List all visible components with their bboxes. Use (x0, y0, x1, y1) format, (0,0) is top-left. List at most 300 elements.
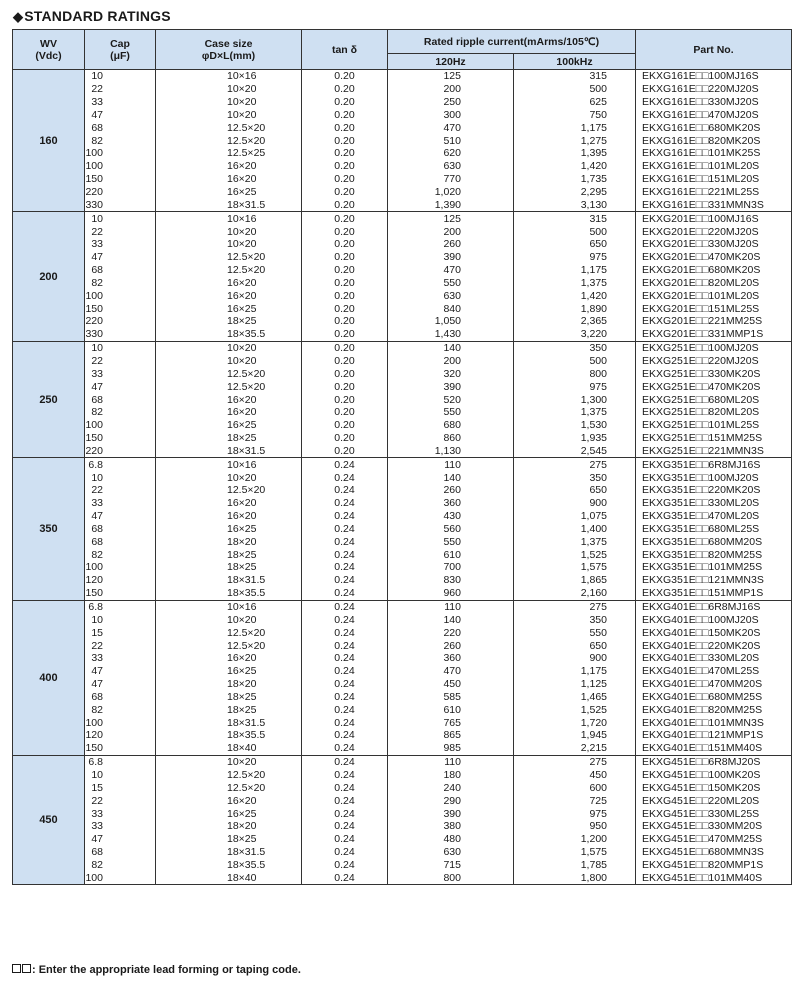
case-size-cell: 18×40 (156, 742, 302, 755)
cap-cell: 33 (85, 497, 156, 510)
cap-cell: 33 (85, 367, 156, 380)
table-row (13, 302, 792, 315)
part-number-cell: EKXG201E□□151ML25S (636, 302, 792, 315)
case-size-cell: 10×20 (156, 238, 302, 251)
tan-delta-cell: 0.24 (302, 755, 388, 768)
case-size-cell: 18×31.5 (156, 444, 302, 457)
ripple-120hz-cell: 320 (388, 367, 514, 380)
ripple-100khz-cell: 800 (514, 367, 636, 380)
part-number-cell: EKXG401E□□121MMP1S (636, 729, 792, 742)
table-row (13, 574, 792, 587)
table-row (13, 523, 792, 536)
table-row (13, 716, 792, 729)
ripple-100khz-cell: 2,160 (514, 587, 636, 600)
table-row (13, 109, 792, 122)
table-row (13, 833, 792, 846)
wv-group-cell: 200 (13, 212, 85, 341)
ripple-120hz-cell: 520 (388, 393, 514, 406)
case-size-cell: 16×20 (156, 406, 302, 419)
case-size-cell: 18×35.5 (156, 328, 302, 341)
ripple-100khz-cell: 1,525 (514, 548, 636, 561)
tan-delta-cell: 0.20 (302, 147, 388, 160)
ripple-120hz-cell: 550 (388, 535, 514, 548)
tan-delta-cell: 0.20 (302, 173, 388, 186)
footnote-text: : Enter the appropriate lead forming or taping code. (32, 964, 301, 976)
table-row (13, 639, 792, 652)
ripple-120hz-cell: 610 (388, 703, 514, 716)
part-number-cell: EKXG401E□□820MM25S (636, 703, 792, 716)
ripple-100khz-cell: 350 (514, 471, 636, 484)
case-size-cell: 10×20 (156, 355, 302, 368)
tan-delta-cell: 0.24 (302, 535, 388, 548)
part-number-cell: EKXG451E□□680MMN3S (636, 846, 792, 859)
ripple-120hz-cell: 260 (388, 238, 514, 251)
part-number-cell: EKXG251E□□221MMN3S (636, 444, 792, 457)
ripple-100khz-cell: 315 (514, 70, 636, 83)
ripple-120hz-cell: 860 (388, 432, 514, 445)
ripple-100khz-cell: 1,735 (514, 173, 636, 186)
ripple-100khz-cell: 1,890 (514, 302, 636, 315)
ripple-100khz-cell: 1,575 (514, 846, 636, 859)
table-row (13, 510, 792, 523)
part-number-cell: EKXG351E□□680ML25S (636, 523, 792, 536)
ripple-100khz-cell: 650 (514, 484, 636, 497)
ripple-120hz-cell: 430 (388, 510, 514, 523)
case-size-cell: 18×25 (156, 315, 302, 328)
ripple-100khz-cell: 1,420 (514, 289, 636, 302)
ripple-100khz-cell: 650 (514, 238, 636, 251)
wv-group-cell: 250 (13, 341, 85, 458)
table-row (13, 871, 792, 884)
part-number-cell: EKXG161E□□101ML20S (636, 160, 792, 173)
tan-delta-cell: 0.24 (302, 678, 388, 691)
tan-delta-cell: 0.24 (302, 548, 388, 561)
ripple-120hz-cell: 610 (388, 548, 514, 561)
part-number-cell: EKXG201E□□101ML20S (636, 289, 792, 302)
ripple-120hz-cell: 260 (388, 484, 514, 497)
ripple-120hz-cell: 1,020 (388, 186, 514, 199)
tan-delta-cell: 0.20 (302, 225, 388, 238)
case-size-cell: 18×20 (156, 820, 302, 833)
table-row (13, 769, 792, 782)
ripple-100khz-cell: 1,720 (514, 716, 636, 729)
tan-delta-cell: 0.24 (302, 458, 388, 471)
part-number-cell: EKXG161E□□680MK20S (636, 121, 792, 134)
case-size-cell: 16×20 (156, 393, 302, 406)
ripple-100khz-cell: 650 (514, 639, 636, 652)
table-row (13, 277, 792, 290)
ripple-120hz-cell: 450 (388, 678, 514, 691)
part-number-cell: EKXG451E□□100MK20S (636, 769, 792, 782)
ripple-100khz-cell: 600 (514, 781, 636, 794)
tan-delta-cell: 0.24 (302, 497, 388, 510)
ripple-120hz-cell: 510 (388, 134, 514, 147)
table-row (13, 393, 792, 406)
part-number-cell: EKXG251E□□470MK20S (636, 380, 792, 393)
ripple-120hz-cell: 360 (388, 497, 514, 510)
header-case-size: Case size φD×L(mm) (156, 30, 302, 70)
cap-cell: 33 (85, 807, 156, 820)
part-number-cell: EKXG251E□□100MJ20S (636, 341, 792, 354)
part-number-cell: EKXG201E□□221MM25S (636, 315, 792, 328)
cap-cell: 100 (85, 561, 156, 574)
table-row (13, 600, 792, 613)
tan-delta-cell: 0.20 (302, 328, 388, 341)
ripple-120hz-cell: 470 (388, 264, 514, 277)
ripple-120hz-cell: 1,130 (388, 444, 514, 457)
tan-delta-cell: 0.20 (302, 96, 388, 109)
case-size-cell: 16×20 (156, 173, 302, 186)
ripple-120hz-cell: 985 (388, 742, 514, 755)
ripple-100khz-cell: 1,200 (514, 833, 636, 846)
tan-delta-cell: 0.20 (302, 160, 388, 173)
cap-cell: 47 (85, 678, 156, 691)
ripple-120hz-cell: 200 (388, 225, 514, 238)
ripple-120hz-cell: 585 (388, 691, 514, 704)
part-number-cell: EKXG451E□□470MM25S (636, 833, 792, 846)
part-number-cell: EKXG201E□□820ML20S (636, 277, 792, 290)
case-size-cell: 18×35.5 (156, 587, 302, 600)
case-size-cell: 16×25 (156, 807, 302, 820)
case-size-cell: 16×20 (156, 510, 302, 523)
table-row (13, 251, 792, 264)
table-row (13, 755, 792, 768)
case-size-cell: 16×20 (156, 160, 302, 173)
case-size-cell: 12.5×20 (156, 639, 302, 652)
case-size-cell: 18×25 (156, 432, 302, 445)
part-number-cell: EKXG351E□□330ML20S (636, 497, 792, 510)
cap-cell: 47 (85, 510, 156, 523)
cap-cell: 47 (85, 833, 156, 846)
tan-delta-cell: 0.24 (302, 703, 388, 716)
table-row (13, 794, 792, 807)
ripple-120hz-cell: 140 (388, 471, 514, 484)
tan-delta-cell: 0.24 (302, 600, 388, 613)
table-row (13, 328, 792, 341)
ripple-100khz-cell: 315 (514, 212, 636, 225)
ripple-100khz-cell: 500 (514, 355, 636, 368)
table-row (13, 198, 792, 211)
tan-delta-cell: 0.24 (302, 639, 388, 652)
cap-cell: 82 (85, 134, 156, 147)
table-row (13, 238, 792, 251)
ripple-120hz-cell: 680 (388, 419, 514, 432)
case-size-cell: 10×16 (156, 212, 302, 225)
tan-delta-cell: 0.24 (302, 691, 388, 704)
table-row (13, 419, 792, 432)
tan-delta-cell: 0.24 (302, 807, 388, 820)
cap-cell: 330 (85, 198, 156, 211)
case-size-cell: 12.5×20 (156, 781, 302, 794)
tan-delta-cell: 0.24 (302, 820, 388, 833)
cap-cell: 150 (85, 432, 156, 445)
part-number-cell: EKXG401E□□680MM25S (636, 691, 792, 704)
part-number-cell: EKXG401E□□101MMN3S (636, 716, 792, 729)
part-number-cell: EKXG161E□□221ML25S (636, 186, 792, 199)
cap-cell: 120 (85, 574, 156, 587)
ripple-100khz-cell: 2,295 (514, 186, 636, 199)
case-size-cell: 12.5×25 (156, 147, 302, 160)
ripple-120hz-cell: 865 (388, 729, 514, 742)
ripple-100khz-cell: 1,400 (514, 523, 636, 536)
ripple-120hz-cell: 250 (388, 96, 514, 109)
cap-cell: 220 (85, 315, 156, 328)
case-size-cell: 12.5×20 (156, 626, 302, 639)
table-row (13, 147, 792, 160)
case-size-cell: 18×25 (156, 548, 302, 561)
header-100khz: 100kHz (514, 54, 636, 70)
case-size-cell: 10×20 (156, 471, 302, 484)
ripple-100khz-cell: 350 (514, 341, 636, 354)
table-row (13, 846, 792, 859)
table-row (13, 315, 792, 328)
cap-cell: 33 (85, 96, 156, 109)
ripple-120hz-cell: 770 (388, 173, 514, 186)
table-row (13, 432, 792, 445)
ripple-120hz-cell: 560 (388, 523, 514, 536)
case-size-cell: 16×25 (156, 523, 302, 536)
case-size-cell: 16×20 (156, 289, 302, 302)
part-number-cell: EKXG251E□□680ML20S (636, 393, 792, 406)
part-number-cell: EKXG161E□□100MJ16S (636, 70, 792, 83)
cap-cell: 100 (85, 160, 156, 173)
part-number-cell: EKXG251E□□220MJ20S (636, 355, 792, 368)
cap-cell: 68 (85, 393, 156, 406)
part-number-cell: EKXG161E□□101MK25S (636, 147, 792, 160)
table-row (13, 626, 792, 639)
case-size-cell: 18×31.5 (156, 198, 302, 211)
ripple-120hz-cell: 620 (388, 147, 514, 160)
ripple-120hz-cell: 700 (388, 561, 514, 574)
case-size-cell: 10×16 (156, 458, 302, 471)
part-number-cell: EKXG201E□□680MK20S (636, 264, 792, 277)
case-size-cell: 10×20 (156, 96, 302, 109)
tan-delta-cell: 0.20 (302, 277, 388, 290)
section-title-text: STANDARD RATINGS (24, 8, 171, 24)
ripple-100khz-cell: 1,575 (514, 561, 636, 574)
ripple-120hz-cell: 630 (388, 160, 514, 173)
table-row (13, 264, 792, 277)
tan-delta-cell: 0.20 (302, 302, 388, 315)
ripple-100khz-cell: 500 (514, 83, 636, 96)
ripple-120hz-cell: 1,430 (388, 328, 514, 341)
table-row (13, 186, 792, 199)
part-number-cell: EKXG161E□□220MJ20S (636, 83, 792, 96)
table-row (13, 355, 792, 368)
case-size-cell: 18×35.5 (156, 729, 302, 742)
ripple-100khz-cell: 1,945 (514, 729, 636, 742)
cap-cell: 100 (85, 419, 156, 432)
tan-delta-cell: 0.24 (302, 561, 388, 574)
ripple-100khz-cell: 500 (514, 225, 636, 238)
ripple-120hz-cell: 550 (388, 406, 514, 419)
case-size-cell: 18×31.5 (156, 574, 302, 587)
ripple-120hz-cell: 1,390 (388, 198, 514, 211)
header-ripple-current: Rated ripple current(mArms/105℃) (388, 30, 636, 54)
cap-cell: 68 (85, 535, 156, 548)
table-row (13, 561, 792, 574)
part-number-cell: EKXG351E□□220MK20S (636, 484, 792, 497)
tan-delta-cell: 0.24 (302, 833, 388, 846)
cap-cell: 33 (85, 238, 156, 251)
case-size-cell: 18×25 (156, 703, 302, 716)
ripple-120hz-cell: 200 (388, 83, 514, 96)
cap-cell: 22 (85, 355, 156, 368)
ripple-100khz-cell: 2,545 (514, 444, 636, 457)
ripple-100khz-cell: 1,125 (514, 678, 636, 691)
tan-delta-cell: 0.20 (302, 315, 388, 328)
part-number-cell: EKXG401E□□151MM40S (636, 742, 792, 755)
tan-delta-cell: 0.20 (302, 289, 388, 302)
ripple-120hz-cell: 140 (388, 341, 514, 354)
table-row (13, 703, 792, 716)
table-row (13, 341, 792, 354)
case-size-cell: 18×25 (156, 691, 302, 704)
ripple-100khz-cell: 350 (514, 613, 636, 626)
cap-cell: 82 (85, 548, 156, 561)
tan-delta-cell: 0.24 (302, 510, 388, 523)
ripple-100khz-cell: 1,935 (514, 432, 636, 445)
cap-cell: 82 (85, 277, 156, 290)
code-box-icon (22, 964, 31, 973)
tan-delta-cell: 0.20 (302, 432, 388, 445)
tan-delta-cell: 0.20 (302, 70, 388, 83)
tan-delta-cell: 0.20 (302, 264, 388, 277)
header-part-no: Part No. (636, 30, 792, 70)
tan-delta-cell: 0.24 (302, 858, 388, 871)
code-box-icon (12, 964, 21, 973)
ripple-120hz-cell: 180 (388, 769, 514, 782)
ripple-120hz-cell: 390 (388, 251, 514, 264)
ripple-120hz-cell: 240 (388, 781, 514, 794)
part-number-cell: EKXG451E□□6R8MJ20S (636, 755, 792, 768)
part-number-cell: EKXG451E□□330MM20S (636, 820, 792, 833)
part-number-cell: EKXG401E□□220MK20S (636, 639, 792, 652)
cap-cell: 6.8 (85, 458, 156, 471)
ripple-120hz-cell: 630 (388, 846, 514, 859)
ripple-100khz-cell: 1,175 (514, 665, 636, 678)
case-size-cell: 16×25 (156, 665, 302, 678)
cap-cell: 120 (85, 729, 156, 742)
ripple-100khz-cell: 2,365 (514, 315, 636, 328)
tan-delta-cell: 0.24 (302, 871, 388, 884)
ripple-100khz-cell: 1,300 (514, 393, 636, 406)
case-size-cell: 12.5×20 (156, 380, 302, 393)
cap-cell: 100 (85, 289, 156, 302)
ripple-120hz-cell: 110 (388, 755, 514, 768)
tan-delta-cell: 0.24 (302, 587, 388, 600)
case-size-cell: 12.5×20 (156, 251, 302, 264)
cap-cell: 82 (85, 406, 156, 419)
part-number-cell: EKXG351E□□101MM25S (636, 561, 792, 574)
header-wv: WV (Vdc) (13, 30, 85, 70)
ripple-100khz-cell: 275 (514, 755, 636, 768)
ripple-120hz-cell: 260 (388, 639, 514, 652)
cap-cell: 22 (85, 484, 156, 497)
part-number-cell: EKXG451E□□220ML20S (636, 794, 792, 807)
cap-cell: 47 (85, 251, 156, 264)
wv-group-cell: 450 (13, 755, 85, 884)
table-row (13, 225, 792, 238)
ripple-100khz-cell: 1,465 (514, 691, 636, 704)
cap-cell: 68 (85, 264, 156, 277)
case-size-cell: 16×20 (156, 497, 302, 510)
section-title (13, 5, 171, 27)
ripple-120hz-cell: 140 (388, 613, 514, 626)
case-size-cell: 18×20 (156, 678, 302, 691)
part-number-cell: EKXG401E□□6R8MJ16S (636, 600, 792, 613)
tan-delta-cell: 0.20 (302, 134, 388, 147)
ripple-120hz-cell: 200 (388, 355, 514, 368)
ripple-100khz-cell: 1,800 (514, 871, 636, 884)
table-row (13, 587, 792, 600)
cap-cell: 6.8 (85, 600, 156, 613)
ripple-120hz-cell: 220 (388, 626, 514, 639)
ripple-100khz-cell: 900 (514, 652, 636, 665)
part-number-cell: EKXG351E□□100MJ20S (636, 471, 792, 484)
table-row (13, 160, 792, 173)
table-row (13, 380, 792, 393)
ripple-120hz-cell: 630 (388, 289, 514, 302)
ripple-100khz-cell: 900 (514, 497, 636, 510)
table-row (13, 665, 792, 678)
table-row (13, 458, 792, 471)
ripple-100khz-cell: 275 (514, 458, 636, 471)
case-size-cell: 10×16 (156, 70, 302, 83)
ripple-120hz-cell: 480 (388, 833, 514, 846)
tan-delta-cell: 0.24 (302, 523, 388, 536)
cap-cell: 22 (85, 794, 156, 807)
ripple-120hz-cell: 390 (388, 807, 514, 820)
tan-delta-cell: 0.20 (302, 406, 388, 419)
wv-group-cell: 350 (13, 458, 85, 600)
table-row (13, 497, 792, 510)
case-size-cell: 16×25 (156, 302, 302, 315)
header-tan-delta: tan δ (302, 30, 388, 70)
table-row (13, 367, 792, 380)
cap-cell: 220 (85, 186, 156, 199)
part-number-cell: EKXG451E□□820MMP1S (636, 858, 792, 871)
cap-cell: 10 (85, 471, 156, 484)
ripple-100khz-cell: 550 (514, 626, 636, 639)
table-row (13, 289, 792, 302)
table-row (13, 820, 792, 833)
case-size-cell: 16×20 (156, 794, 302, 807)
case-size-cell: 12.5×20 (156, 484, 302, 497)
table-row (13, 613, 792, 626)
cap-cell: 330 (85, 328, 156, 341)
tan-delta-cell: 0.20 (302, 355, 388, 368)
cap-cell: 10 (85, 341, 156, 354)
cap-cell: 150 (85, 587, 156, 600)
cap-cell: 82 (85, 703, 156, 716)
table-row (13, 444, 792, 457)
cap-cell: 10 (85, 70, 156, 83)
tan-delta-cell: 0.24 (302, 652, 388, 665)
ripple-120hz-cell: 1,050 (388, 315, 514, 328)
part-number-cell: EKXG201E□□220MJ20S (636, 225, 792, 238)
part-number-cell: EKXG351E□□680MM20S (636, 535, 792, 548)
tan-delta-cell: 0.20 (302, 212, 388, 225)
tan-delta-cell: 0.20 (302, 109, 388, 122)
ripple-120hz-cell: 800 (388, 871, 514, 884)
part-number-cell: EKXG161E□□470MJ20S (636, 109, 792, 122)
tan-delta-cell: 0.24 (302, 613, 388, 626)
ripple-120hz-cell: 125 (388, 70, 514, 83)
case-size-cell: 18×25 (156, 833, 302, 846)
part-number-cell: EKXG351E□□151MMP1S (636, 587, 792, 600)
tan-delta-cell: 0.20 (302, 393, 388, 406)
